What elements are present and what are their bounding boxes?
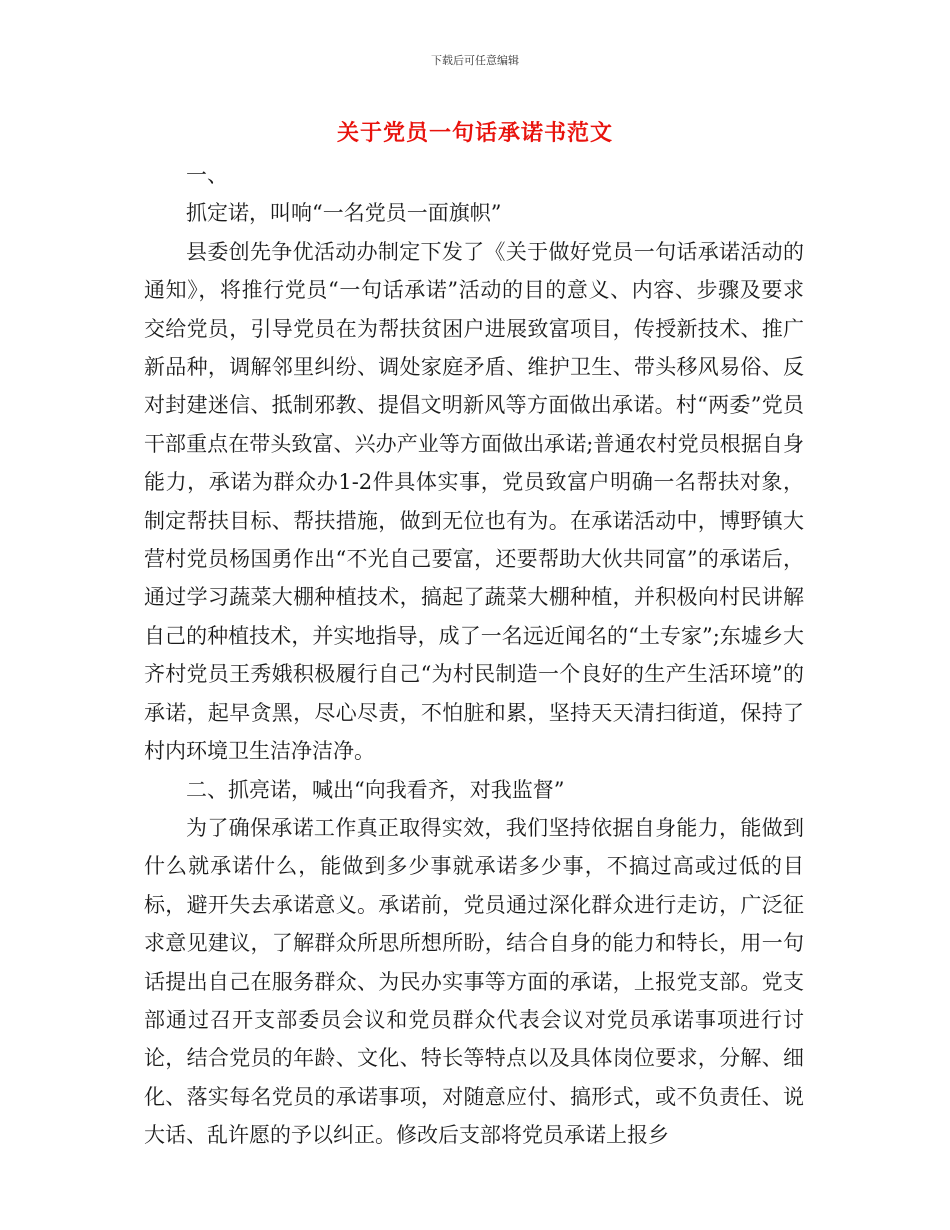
paragraph-section-one-body: 县委创先争优活动办制定下发了《关于做好党员一句话承诺活动的通知》，将推行党员“一句话承诺”活动的目的意义、内容、步骤及要求交给党员，引导党员在为帮扶贫困户进展致富项目，传授新技术、推广新品种，调解邻里纠纷、调处家庭矛盾、维护卫生、带头移风易俗、反对封建迷信、抵制邪教、提倡文明新风等方面做出承诺。村“两委”党员干部重点在带头致富、兴办产业等方面做出承诺;普通农村党员根据自身能力，承诺为群众办1-2件具体实事，党员致富户明确一名帮扶对象，制定帮扶目标、帮扶措施，做到无位也有为。在承诺活动中，博野镇大营村党员杨国勇作出“不光自己要富，还要帮助大伙共同富”的承诺后，通过学习蔬菜大棚种植技术，搞起了蔬菜大棚种植，并积极向村民讲解自己的种植技术，并实地指导，成了一名远近闻名的“土专家”;东墟乡大齐村党员王秀娥积极履行自己“为村民制造一个良好的生产生活环境”的承诺，起早贪黑，尽心尽责，不怕脏和累，坚持天天清扫街道，保持了村内环境卫生洁净洁净。 <box>144 239 804 764</box>
paragraph-section-one-marker: 一、 <box>186 163 228 187</box>
paragraph-section-two-body: 为了确保承诺工作真正取得实效，我们坚持依据自身能力，能做到什么就承诺什么，能做到多少事就承诺多少事，不搞过高或过低的目标，避开失去承诺意义。承诺前，党员通过深化群众进行走访，广泛征求意见建议，了解群众所思所想所盼，结合自身的能力和特长，用一句话提出自己在服务群众、为民办实事等方面的承诺，上报党支部。党支部通过召开支部委员会议和党员群众代表会议对党员承诺事项进行讨论，结合党员的年龄、文化、特长等特点以及具体岗位要求，分解、细化、落实每名党员的承诺事项，对随意应付、搞形式，或不负责任、说大话、乱许愿的予以纠正。修改后支部将党员承诺上报乡 <box>144 815 804 1148</box>
page-header-note: 下载后可任意编辑 <box>431 54 519 67</box>
document-title: 关于党员一句话承诺书范文 <box>336 121 613 146</box>
document-body <box>144 156 804 1155</box>
paragraph-section-one-heading: 抓定诺，叫响“一名党员一面旗帜” <box>186 201 502 226</box>
paragraph-section-two-heading: 二、抓亮诺，喊出“向我看齐，对我监督” <box>186 777 565 802</box>
